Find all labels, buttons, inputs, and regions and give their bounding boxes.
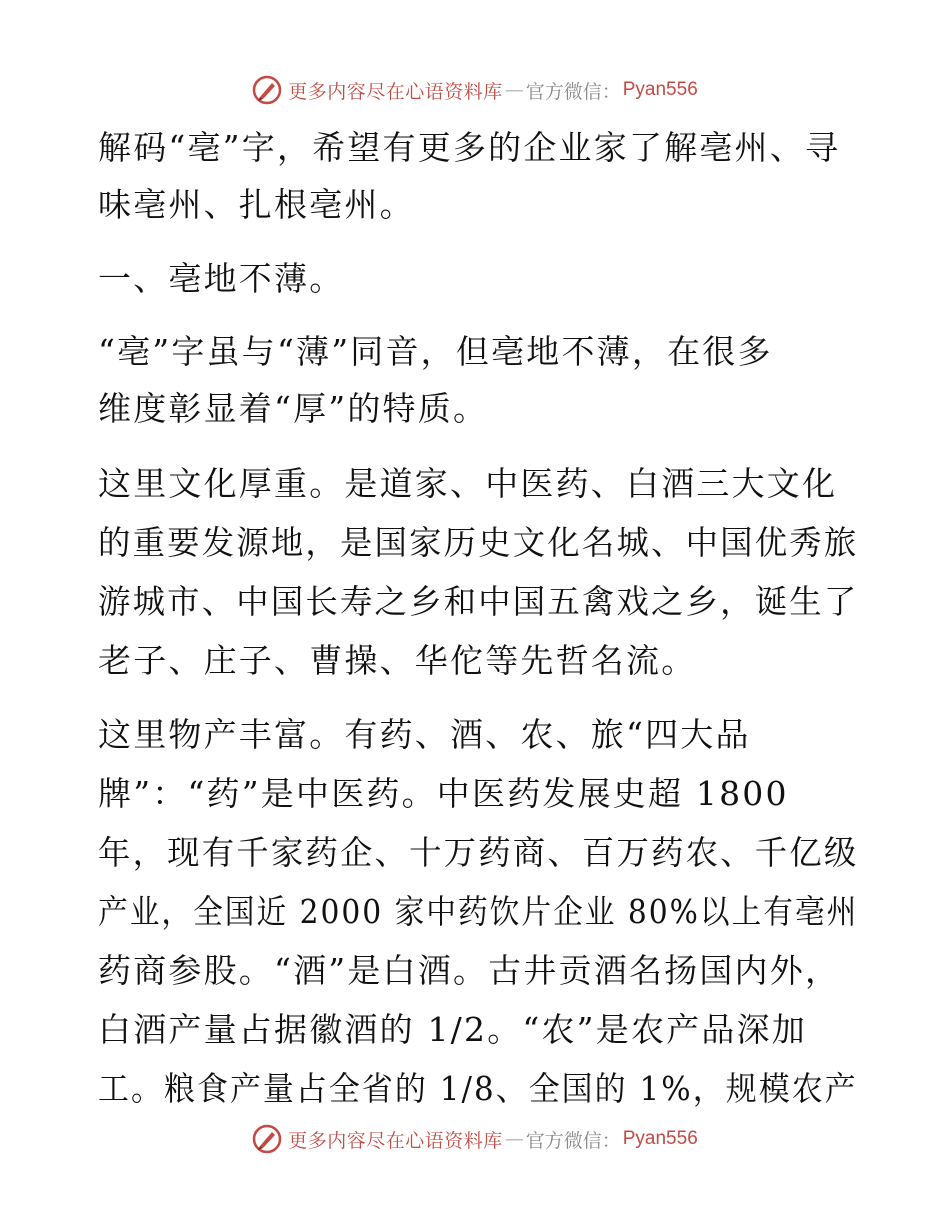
text-line: 白酒产量占据徽酒的 1/2。“农”是农产品深加 bbox=[98, 1010, 807, 1049]
text-line: 牌”：“药”是中医药。中医药发展史超 1800 bbox=[98, 774, 789, 813]
banner-dash: — bbox=[504, 79, 524, 101]
text-line: 游城市、中国长寿之乡和中国五禽戏之乡，诞生了 bbox=[98, 582, 859, 621]
text-line: 产业，全国近 2000 家中药饮片企业 80%以上有亳州 bbox=[98, 892, 859, 931]
text-line: 工。粮食产量占全省的 1/8、全国的 1%，规模农产 bbox=[98, 1069, 858, 1108]
footer-banner bbox=[0, 1119, 950, 1159]
banner-text: 更多内容尽在心语资料库 bbox=[288, 1129, 503, 1152]
banner-official-label: 官方微信： bbox=[525, 80, 621, 103]
text-line: 年，现有千家药企、十万药商、百万药农、千亿级 bbox=[98, 833, 859, 872]
banner-text: 更多内容尽在心语资料库 bbox=[288, 80, 503, 103]
text-line: 药商参股。“酒”是白酒。古井贡酒名扬国内外， bbox=[98, 951, 841, 990]
text-line: 老子、庄子、曹操、华佗等先哲名流。 bbox=[98, 641, 697, 680]
pen-logo-icon bbox=[252, 75, 282, 105]
text-line: 味亳州、扎根亳州。 bbox=[98, 185, 415, 224]
header-banner bbox=[0, 70, 950, 110]
pen-logo-icon bbox=[252, 1124, 282, 1154]
text-line: 这里文化厚重。是道家、中医药、白酒三大文化 bbox=[98, 464, 838, 503]
text-line: 解码“亳”字，希望有更多的企业家了解亳州、寻 bbox=[98, 128, 841, 167]
banner-wechat-id: Pyan556 bbox=[622, 1128, 698, 1149]
text-line: “亳”字虽与“薄”同音，但亳地不薄，在很多 bbox=[98, 332, 773, 371]
text-line: 这里物产丰富。有药、酒、农、旅“四大品 bbox=[98, 715, 751, 754]
section-heading: 一、亳地不薄。 bbox=[98, 259, 345, 298]
text-line: 的重要发源地，是国家历史文化名城、中国优秀旅 bbox=[98, 523, 859, 562]
banner-wechat-id: Pyan556 bbox=[622, 79, 698, 100]
banner-official-label: 官方微信： bbox=[525, 1129, 621, 1152]
banner-dash: — bbox=[504, 1128, 524, 1150]
text-line: 维度彰显着“厚”的特质。 bbox=[98, 389, 489, 428]
